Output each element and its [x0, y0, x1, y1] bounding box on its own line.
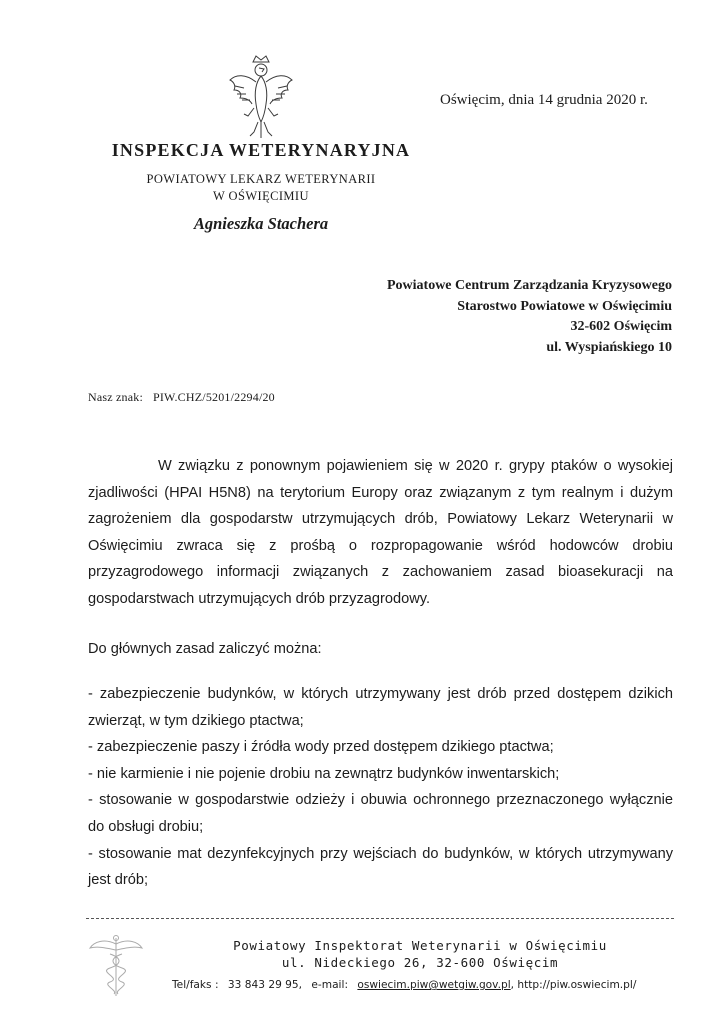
phone-label: Tel/faks : — [172, 979, 219, 991]
reference-number — [88, 390, 275, 405]
recipient-line1: Powiatowe Centrum Zarządzania Kryzysowego — [386, 278, 672, 293]
footer-address: ul. Nideckiego 26, 32-600 Oświęcim — [281, 955, 559, 970]
rules-intro: Do głównych zasad zaliczyć można: — [88, 641, 322, 657]
document-date: Oświęcim, dnia 14 grudnia 2020 r. — [440, 92, 648, 108]
institution-name: INSPEKCJA WETERYNARYJNA — [111, 140, 411, 160]
rule-item: - stosowanie mat dezynfekcyjnych przy wejściach do budynków, w których utrzymywany jest drób; — [88, 845, 673, 889]
email-link[interactable]: oswiecim.piw@wetgiw.gov.pl — [357, 979, 511, 991]
recipient-address — [387, 276, 672, 358]
recipient-line4: ul. Wyspiańskiego 10 — [546, 339, 672, 355]
office-title-line2: W OŚWIĘCIMIU — [213, 189, 309, 203]
recipient-line2: Starostwo Powiatowe w Oświęcimiu — [457, 298, 672, 314]
rules-list — [88, 681, 673, 894]
footer-inspectorate-name: Powiatowy Inspektorat Weterynarii w Oświęcimiu — [233, 938, 607, 953]
office-title-line1: POWIATOWY LEKARZ WETERYNARII — [146, 172, 376, 186]
email-label: e-mail: — [311, 979, 349, 991]
footer-divider — [86, 918, 674, 919]
phone-number: 33 843 29 95, — [227, 979, 303, 991]
recipient-line3: 32-602 Oświęcim — [570, 319, 672, 334]
rule-item: - zabezpieczenie paszy i źródła wody przed dostępem dzikiego ptactwa; — [88, 739, 554, 756]
reference-value: PIW.CHZ/5201/2294/20 — [152, 390, 275, 404]
rule-item: - stosowanie w gospodarstwie odzieży i obuwia ochronnego przeznaczonego wyłącznie do obsługi drobiu; — [88, 792, 673, 835]
footer-contact — [172, 979, 636, 991]
polish-eagle-emblem-icon — [226, 52, 296, 142]
official-name: Agnieszka Stachera — [193, 214, 329, 233]
rule-item: - nie karmienie i nie pojenie drobiu na zewnątrz budynków inwentarskich; — [88, 765, 560, 782]
body-paragraph — [88, 453, 673, 613]
reference-label: Nasz znak: — [88, 390, 143, 404]
rule-item: - zabezpieczenie budynków, w których utrzymywany jest drób przed dostępem dzikich zwierząt, w tym dzikiego ptactwa; — [88, 686, 673, 729]
website-link[interactable]: , http://piw.oswiecim.pl/ — [510, 979, 637, 991]
caduceus-icon — [88, 932, 144, 1000]
body-paragraph-text: W związku z ponownym pojawieniem się w 2020 r. grypy ptaków o wysokiej zjadliwości (HPAI H5N8) na terytorium Europy oraz związanym z tym realnym i dużym zagrożeniem dla gospodarstw utrzymujących drób, Powiatowy Lekarz Weterynarii w Oświęcimiu zwraca się z prośbą o rozpropagowanie wśród hodowców drobiu przyzagrodowego informacji związanych z zachowaniem zasad bioasekuracji na gospodarstwach utrzymujących drób przyzagrodowy. — [88, 458, 673, 607]
